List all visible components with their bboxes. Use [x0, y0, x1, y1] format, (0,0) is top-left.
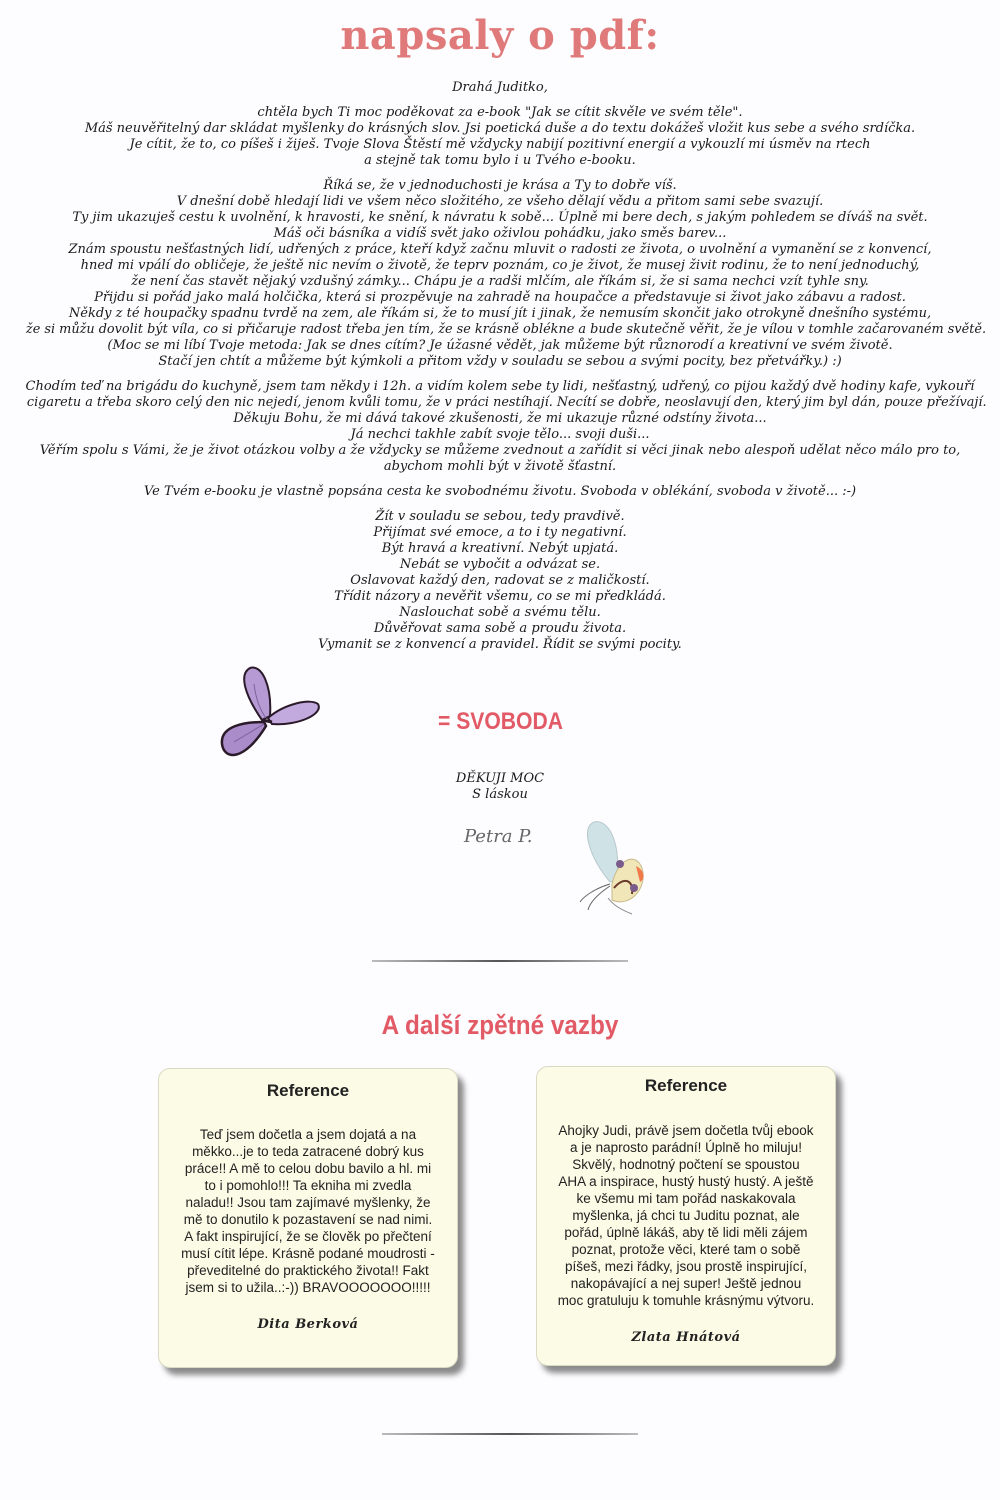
card-text: Ahojky Judi, právě jsem dočetla tvůj ebook a je naprosto parádní! Úplně ho miluju! Skvělý, hodnotný počtení se spoustou AHA a inspirace, hustý hustý hustý. A ještě ke všemu mi tam pořád naskakovala myšlenka, já chci tu Juditu poznat, ale pořád, úplně lákáš, aby tě lidi měli zájem poznat, protože věci, které tam o sobě píšeš, mezi řádky, jsou prostě inspirující, nakopávající a nej super! Ještě jednou moc gratuluju k tomuhle krásnýmu výtvoru.	[557, 1123, 815, 1308]
letter-paragraph	[20, 80, 980, 96]
letter-line: Vymanit se z konvencí a pravidel. Řídit se svými pocity.	[318, 637, 682, 652]
letter-line: Ve Tvém e-booku je vlastně popsána cesta ke svobodnému životu. Svoboda v oblékání, svoboda v životě... :-)	[143, 484, 857, 499]
letter-line: Říká se, že v jednoduchosti je krása a Ty to dobře víš.	[323, 178, 677, 193]
letter-line: Chodím teď na brigádu do kuchyně, jsem tam někdy i 12h. a vidím kolem sebe ty lidi, nešťastný, udřený, co pijou každý dvě hodiny kafe, vykouří	[25, 379, 975, 394]
letter-line: Žít v souladu se sebou, tedy pravdivě.	[375, 509, 625, 524]
letter-line: cigaretu a třeba skoro celý den nic nejedí, jenom kvůli tomu, že v práci nestíhají. Necítí se dobře, neoslavují den, který jim byl dán, pouze přežívají.	[26, 395, 987, 410]
card-author: Dita Berková	[257, 1317, 359, 1332]
letter-line: chtěla bych Ti moc poděkovat za e-book "Jak se cítit skvěle ve svém těle".	[257, 105, 743, 120]
letter-line: Máš oči básníka a vidíš svět jako oživlou pohádku, jako směs barev...	[273, 226, 727, 241]
letter-line: Být hravá a kreativní. Nebýt upjatá.	[381, 541, 619, 556]
letter-line: abychom mohli být v životě šťastní.	[383, 459, 617, 474]
svoboda-heading: = SVOBODA	[438, 708, 563, 735]
letter-line: že si můžu dovolit být víla, co si přičaruje radost třeba jen tím, že se krásně oblékne a bude skutečně věřit, že je vílou v tomhle začarovaném světě.	[25, 322, 987, 337]
letter-signature: Petra P.	[464, 826, 533, 847]
card-title: Reference	[266, 1081, 350, 1100]
letter-line: (Moc se mi líbí Tvoje metoda: Jak se dnes cítím? Je úžasné vědět, jak můžeme být různorodí a kreativní ve svém životě.	[107, 338, 893, 353]
letter-body	[20, 80, 987, 662]
purple-butterfly-icon	[214, 664, 324, 764]
page-title: napsaly o pdf:	[340, 12, 660, 59]
letter-line: Přijímat své emoce, a to i ty negativní.	[373, 525, 627, 540]
letter-line: Někdy z té houpačky spadnu tvrdě na zem, ale říkám si, že to musí jít i jinak, že nemusím skončit jako otrokyně dnešního systému,	[68, 306, 932, 321]
card-title: Reference	[644, 1076, 728, 1095]
card-text: Teď jsem dočetla a jsem dojatá a na měkko...je to teda zatracené dobrý kus práce!! A mě to celou dobu bavilo a hl. mi to i pomohlo!!! Ta eknihа mi zvedla naladu!! Jsou tam zajímavé myšlenky, že mě to donutilo k pozastavení se nad nimi. A fakt inspirující, že se člověk po přečtení musí cítit lépe. Krásně podané moudrosti - převeditelné do praktického života!! Fakt jsem si to užila..:-)) BRAVOOOOOOO!!!!!	[181, 1127, 435, 1295]
letter-line: Nebát se vybočit a odvázat se.	[399, 557, 601, 572]
letter-paragraph	[20, 379, 987, 475]
letter-paragraph	[20, 105, 980, 169]
letter-line: Ty jim ukazuješ cestu k uvolnění, k hravosti, ke snění, k návratu k sobě... Úplně mi bere dech, s jakým pohledem se díváš na svět.	[72, 210, 928, 225]
letter-line: Je cítit, že to, co píšeš i žiješ. Tvoje Slova Štěstí mě vždycky nabijí pozitivní energií a vykouzlí mi úsměv na rtech	[129, 137, 871, 152]
closing-text: S láskou	[472, 787, 528, 802]
section-divider	[372, 960, 628, 962]
reference-card	[158, 1068, 458, 1368]
closing-block	[400, 771, 600, 803]
letter-line: Oslavovat každý den, radovat se z maličkostí.	[350, 573, 650, 588]
letter-paragraph	[20, 509, 980, 653]
letter-line: Děkuju Bohu, že mi dává takové zkušenosti, že mi ukazuje různé odstíny života...	[233, 411, 767, 426]
letter-paragraph	[20, 484, 980, 500]
letter-line: V dnešní době hledají lidi ve všem něco složitého, ze všeho dělají vědu a přitom sami sebe svazují.	[176, 194, 824, 209]
reference-card	[536, 1066, 836, 1366]
letter-line: Drahá Juditko,	[452, 80, 548, 95]
letter-line: Třídit názory a nevěřit všemu, co se mi předkládá.	[334, 589, 666, 604]
letter-line: že není čas stavět nějaký vzdušný zámky... Chápu je a radši mlčím, ale říkám si, že si sama nechci vzít tyhle sny.	[131, 274, 869, 289]
letter-line: Já nechci takhle zabít svoje tělo... svoji duši...	[350, 427, 650, 442]
pastel-butterfly-icon	[540, 818, 650, 923]
letter-line: Naslouchat sobě a svému tělu.	[399, 605, 601, 620]
letter-paragraph	[20, 178, 987, 370]
letter-line: Stačí jen chtít a můžeme být kýmkoli a přitom vždy v souladu se sebou a svými pocity, bez přetvářky.) :)	[158, 354, 842, 369]
letter-line: a stejně tak tomu bylo i u Tvého e-booku.	[364, 153, 636, 168]
letter-line: hned mi vpálí do obličeje, že ještě nic nevím o životě, že teprv poznám, co je život, že musej živit rodinu, že to není jednoduchý,	[80, 258, 920, 273]
letter-line: Přijdu si pořád jako malá holčička, která si prozpěvuje na zahradě na houpačce a představuje si život jako zábavu a radost.	[94, 290, 906, 305]
letter-line: Důvěřovat sama sobě a proudu života.	[373, 621, 627, 636]
letter-line: Máš neuvěřitelný dar skládat myšlenky do krásných slov. Jsi poetická duše a do textu dokážeš vložit kus sebe a svého srdíčka.	[84, 121, 916, 136]
bottom-divider	[382, 1433, 638, 1435]
letter-line: Věřím spolu s Vámi, že je život otázkou volby a že vždycky se můžeme zvednout a zařídit si věci jinak nebo alespoň udělat něco málo pro to,	[39, 443, 961, 458]
feedback-section-title: A další zpětné vazby	[381, 1010, 619, 1040]
thanks-text: DĚKUJI MOC	[455, 771, 545, 786]
letter-line: Znám spoustu nešťastných lidí, udřených z práce, kteří když začnu mluvit o radosti ze života, o uvolnění a vymanění se z konvencí,	[68, 242, 932, 257]
card-author: Zlata Hnátová	[631, 1330, 741, 1345]
